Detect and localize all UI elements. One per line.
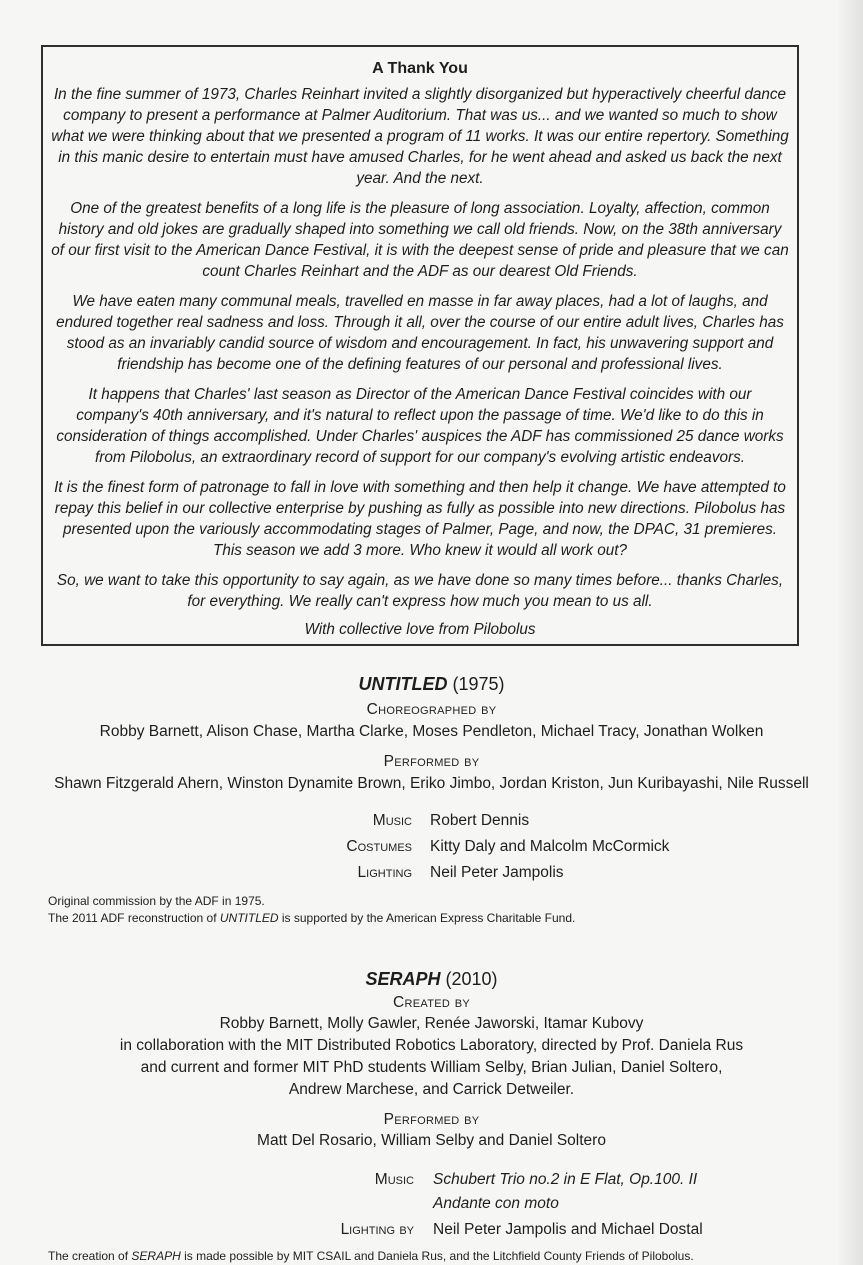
- note-title: SERAPH: [131, 1249, 181, 1263]
- lighting-label: Lighting: [357, 864, 412, 881]
- untitled-heading: [0, 674, 863, 695]
- seraph-lighting-value: Neil Peter Jampolis and Michael Dostal: [433, 1221, 703, 1238]
- collaboration-line: in collaboration with the MIT Distributed Robotics Laboratory, directed by Prof. Daniela Rus: [119, 1037, 744, 1054]
- seraph-performers: Matt Del Rosario, William Selby and Daniel Soltero: [257, 1132, 606, 1149]
- note-title: UNTITLED: [219, 911, 279, 925]
- music-label: Music: [372, 812, 412, 829]
- collaboration-line: Andrew Marchese, and Carrick Detweiler.: [288, 1081, 575, 1098]
- untitled-section: [0, 674, 863, 795]
- untitled-credits: [0, 812, 863, 892]
- creators: Robby Barnett, Molly Gawler, Renée Jaworski, Itamar Kubovy: [219, 1015, 644, 1032]
- seraph-section: [0, 969, 863, 1152]
- note-text: The 2011 ADF reconstruction of: [48, 911, 220, 925]
- seraph-credits: [0, 1171, 863, 1243]
- thank-you-paragraph: One of the greatest benefits of a long life is the pleasure of long association. Loyalty, affection, common history and old jokes are gradually shaped into something we call old friends. Now, on the 38th anniversary of our first visit to the American Dance Festival, it is with the deepest sense of pride and pleasure that we can count Charles Reinhart and the ADF as our dearest Old Friends.: [51, 200, 789, 280]
- thank-you-signature: With collective love from Pilobolus: [304, 621, 536, 638]
- thank-you-paragraph: It happens that Charles' last season as Director of the American Dance Festival coincides with our company's 40th anniversary, and it's natural to reflect upon the passage of time. We'd like to do this in consideration of things accomplished. Under Charles' auspices the ADF has commissioned 25 dance works from Pilobolus, an extraordinary record of support for our company's evolving artistic endeavors.: [56, 386, 784, 466]
- music-value: Robert Dennis: [430, 812, 530, 829]
- note-text: is made possible by MIT CSAIL and Daniela Rus, and the Litchfield County Friends of Pilobolus.: [180, 1249, 694, 1263]
- seraph-music-movement: Andante con moto: [433, 1195, 559, 1212]
- choreographers: Robby Barnett, Alison Chase, Martha Clarke, Moses Pendleton, Michael Tracy, Jonathan Wolken: [99, 723, 764, 740]
- thank-you-paragraph: In the fine summer of 1973, Charles Reinhart invited a slightly disorganized but hyperactively cheerful dance company to present a performance at Palmer Auditorium. That was us... and we wanted so much to show what we were thinking about that we presented a program of 11 works. It was our entire repertory. Something in this manic desire to entertain must have amused Charles, for he went ahead and asked us back the next year. And the next.: [51, 86, 789, 187]
- thank-you-title: A Thank You: [372, 60, 468, 77]
- thank-you-box: [41, 45, 799, 646]
- untitled-performed-by-label: Performed by: [383, 753, 480, 770]
- seraph-lighting-label: Lighting by: [340, 1221, 414, 1238]
- thank-you-paragraph: So, we want to take this opportunity to say again, as we have done so many times before... thanks Charles, for everything. We really can't express how much you mean to us all.: [56, 572, 784, 610]
- untitled-commission-note: Original commission by the ADF in 1975.: [48, 894, 265, 908]
- costumes-label: Costumes: [346, 838, 412, 855]
- untitled-reconstruction-note: [48, 910, 575, 927]
- seraph-performed-by-label: Performed by: [383, 1111, 480, 1128]
- lighting-value: Neil Peter Jampolis: [430, 864, 564, 881]
- untitled-notes: [48, 893, 575, 927]
- note-text: is supported by the American Express Charitable Fund.: [278, 911, 576, 925]
- seraph-note: [48, 1248, 694, 1265]
- created-by-label: Created by: [393, 994, 470, 1011]
- seraph-title: SERAPH: [365, 969, 441, 989]
- seraph-music-label: Music: [374, 1171, 414, 1188]
- seraph-year: (2010): [445, 969, 498, 989]
- untitled-year: (1975): [452, 674, 505, 694]
- thank-you-paragraph: We have eaten many communal meals, travelled en masse in far away places, had a lot of laughs, and endured together real sadness and loss. Through it all, over the course of our entire adult lives, Charles has stood as an invariably candid source of wisdom and encouragement. In fact, his unwavering support and friendship has become one of the defining features of our personal and professional lives.: [56, 293, 784, 373]
- seraph-heading: [0, 969, 863, 990]
- collaboration-line: and current and former MIT PhD students William Selby, Brian Julian, Daniel Soltero,: [140, 1059, 723, 1076]
- choreographed-by-label: Choreographed by: [366, 701, 497, 718]
- costumes-value: Kitty Daly and Malcolm McCormick: [430, 838, 670, 855]
- note-text: The creation of: [48, 1249, 132, 1263]
- thank-you-paragraph: It is the finest form of patronage to fall in love with something and then help it change. We have attempted to repay this belief in our collective enterprise by pushing as fully as possible into new directions. Pilobolus has presented upon the variously accommodating stages of Palmer, Page, and now, the DPAC, 31 premieres. This season we add 3 more. Who knew it would all work out?: [54, 479, 786, 559]
- untitled-title: UNTITLED: [358, 674, 448, 694]
- untitled-performers: Shawn Fitzgerald Ahern, Winston Dynamite Brown, Eriko Jimbo, Jordan Kriston, Jun Kuribayashi, Nile Russell: [54, 775, 809, 792]
- seraph-music-value: Schubert Trio no.2 in E Flat, Op.100. II: [433, 1171, 698, 1188]
